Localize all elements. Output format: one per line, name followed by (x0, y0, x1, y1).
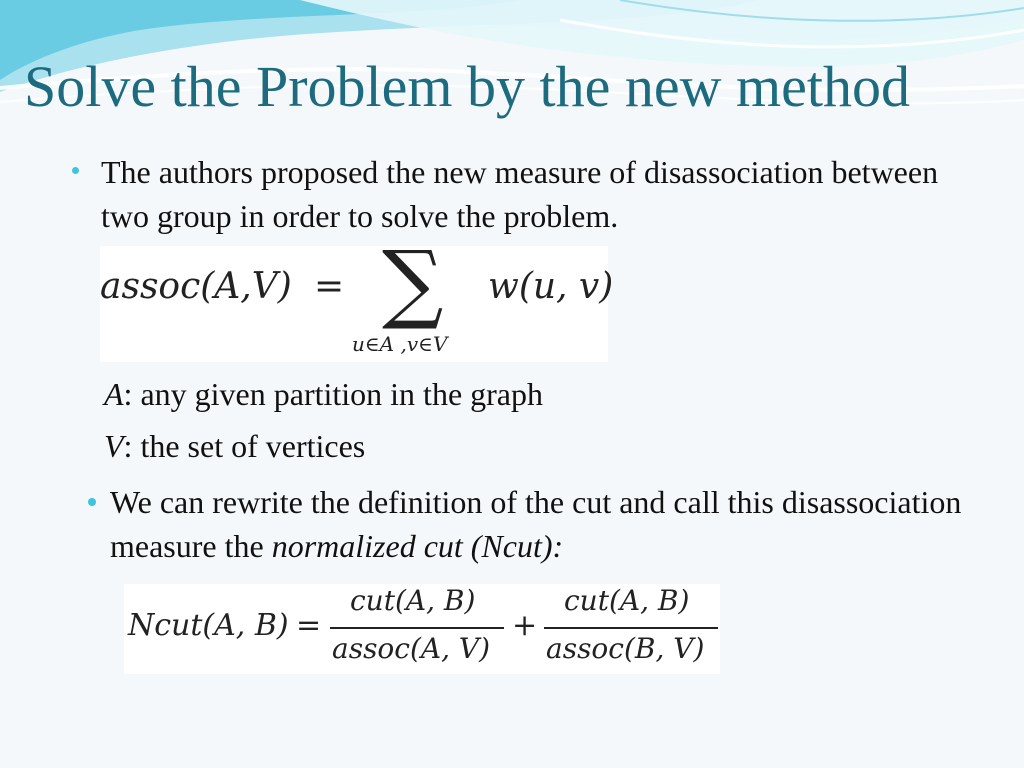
eq2-equals: = (296, 608, 322, 643)
fraction1-bar (330, 627, 504, 629)
eq2-plus: + (512, 608, 538, 643)
equation-assoc (100, 233, 614, 362)
definition-v-text: : the set of vertices (123, 428, 366, 464)
eq2-lhs: Ncut(A, B) (128, 608, 289, 643)
eq1-lhs: assoc(A,V) (100, 266, 292, 307)
bullet-item-1 (72, 150, 952, 238)
bullet-item-2 (88, 480, 968, 568)
definition-a-symbol: A (104, 376, 124, 412)
fraction2-bar (544, 627, 718, 629)
equation-ncut (124, 584, 720, 674)
definition-a (104, 374, 543, 414)
bullet-dot-icon (72, 167, 79, 174)
bullet-text-2-emphasis: normalized cut (Ncut): (271, 528, 564, 564)
eq1-equals: = (314, 266, 345, 307)
bullet-text-2 (110, 480, 968, 568)
bullet-dot-icon (88, 498, 96, 506)
bullet-text-2-plain: We can rewrite the definition of the cut and call this disassociation measure the (110, 484, 962, 564)
sigma-symbol: ∑ (382, 233, 444, 333)
slide-title: Solve the Problem by the new method (24, 54, 910, 119)
eq1-subscript: u∈A ,v∈V (352, 332, 448, 356)
definition-v-symbol: V (104, 428, 124, 464)
eq1-rhs: w(u, v) (488, 266, 614, 307)
fraction1-denominator: assoc(A, V) (332, 632, 491, 665)
fraction2-numerator: cut(A, B) (564, 584, 690, 617)
bullet-text-1: The authors proposed the new measure of disassociation between two group in order to solve the problem. (101, 154, 939, 234)
definition-a-text: : any given partition in the graph (123, 376, 543, 412)
fraction2-denominator: assoc(B, V) (546, 632, 705, 665)
definition-v (104, 426, 365, 466)
fraction1-numerator: cut(A, B) (350, 584, 476, 617)
